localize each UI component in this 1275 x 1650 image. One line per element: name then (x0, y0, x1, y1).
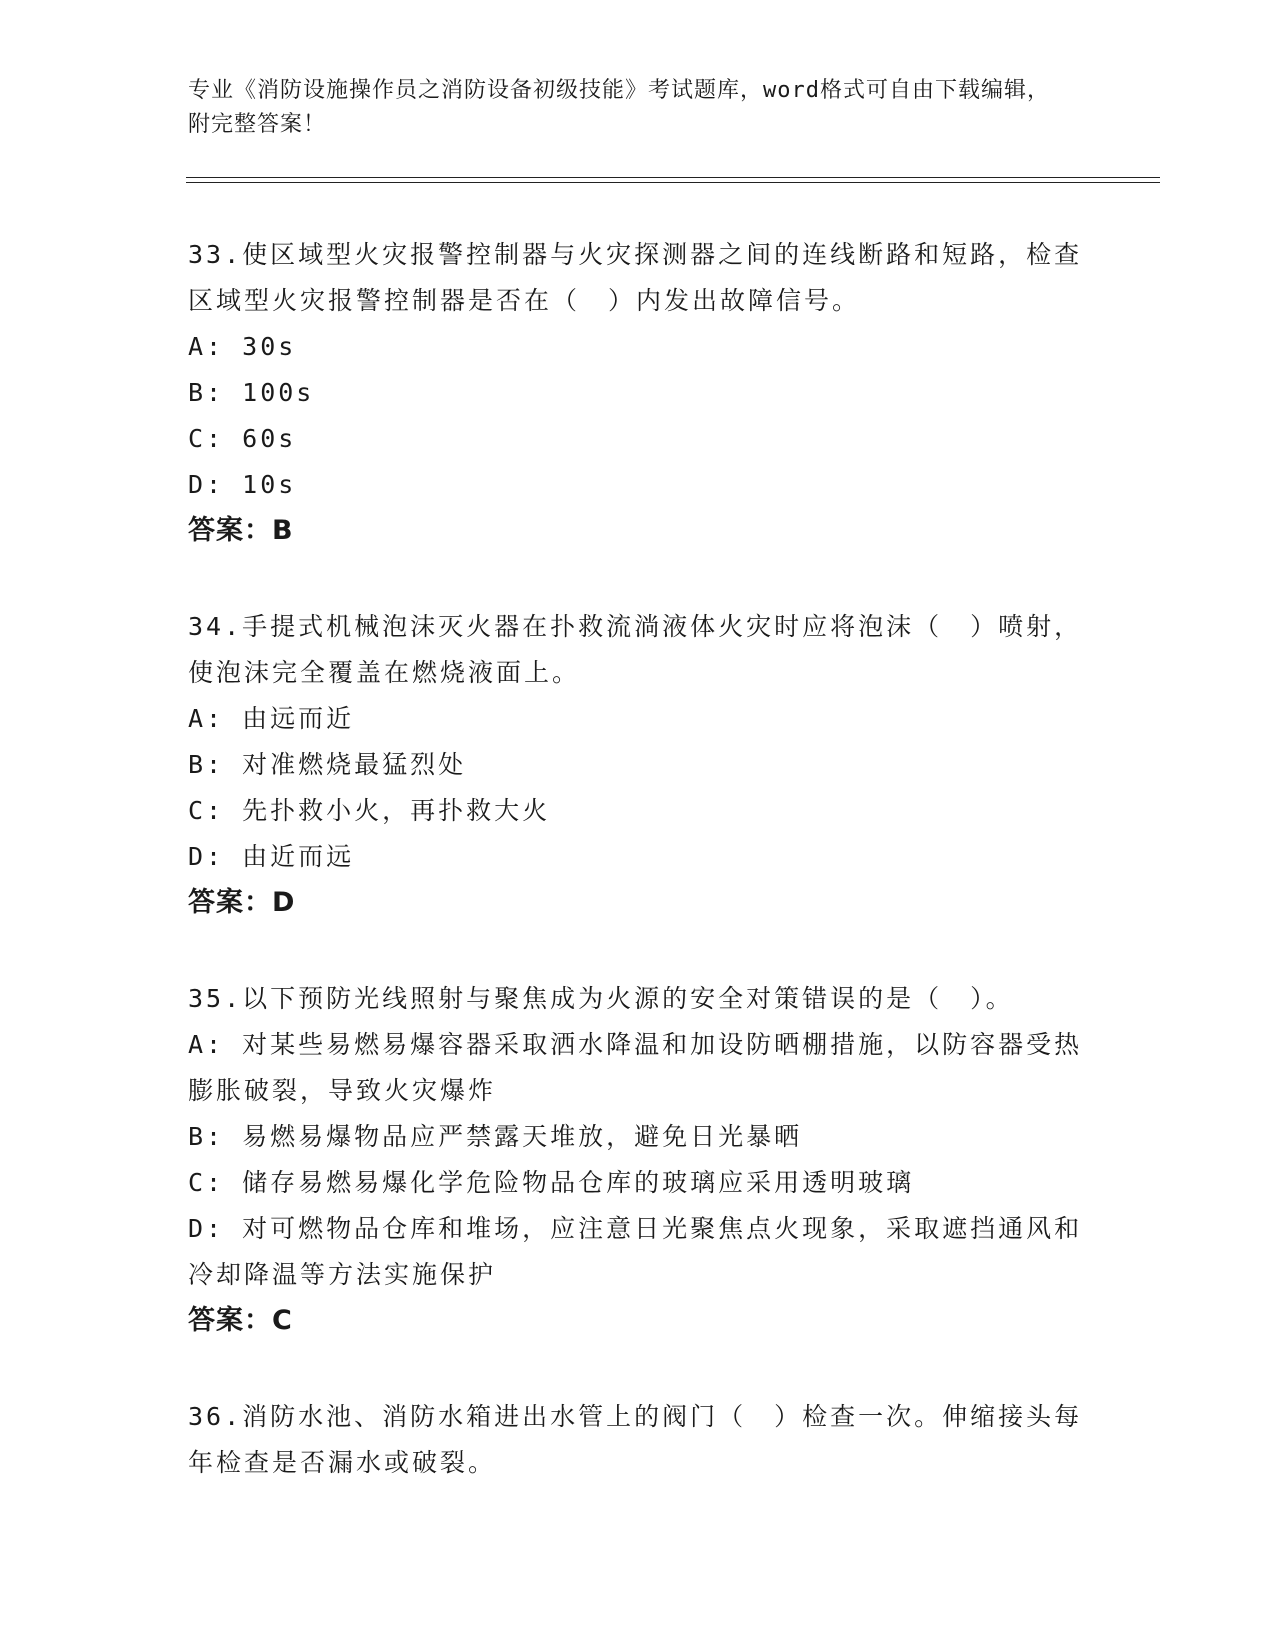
answer-line: 答案：B (188, 515, 294, 546)
header-divider-top (186, 177, 1160, 178)
question-text: 36.消防水池、消防水箱进出水管上的阀门（ ）检查一次。伸缩接头每年检查是否漏水或破裂。 (188, 1402, 1083, 1477)
document-header: 专业《消防设施操作员之消防设备初级技能》考试题库，word格式可自由下载编辑，附完整答案！ (188, 78, 1050, 137)
option-c: C: 储存易燃易爆化学危险物品仓库的玻璃应采用透明玻璃 (188, 1168, 915, 1197)
answer-line: 答案：C (188, 1305, 293, 1336)
option-a: A: 30s (188, 332, 297, 361)
option-d: D: 10s (188, 470, 297, 499)
option-b: B: 对准燃烧最猛烈处 (188, 750, 467, 779)
option-c: C: 60s (188, 424, 297, 453)
option-b: B: 100s (188, 378, 315, 407)
option-c: C: 先扑救小火，再扑救大火 (188, 796, 551, 825)
option-d: D: 由近而远 (188, 842, 355, 871)
question-36 (188, 1394, 1088, 1486)
question-text: 33.使区域型火灾报警控制器与火灾探测器之间的连线断路和短路，检查区域型火灾报警控制器是否在（ ）内发出故障信号。 (188, 240, 1083, 315)
option-d: D: 对可燃物品仓库和堆场，应注意日光聚焦点火现象，采取遮挡通风和冷却降温等方法实施保护 (188, 1214, 1083, 1289)
question-33 (188, 232, 1088, 554)
question-list (188, 232, 1088, 1536)
option-b: B: 易燃易爆物品应严禁露天堆放，避免日光暴晒 (188, 1122, 803, 1151)
question-text: 34.手提式机械泡沫灭火器在扑救流淌液体火灾时应将泡沫（ ）喷射，使泡沫完全覆盖在燃烧液面上。 (188, 612, 1083, 687)
answer-line: 答案：D (188, 887, 296, 918)
header-divider-bottom (186, 182, 1160, 183)
question-text: 35.以下预防光线照射与聚焦成为火源的安全对策错误的是（ ）。 (188, 984, 1014, 1013)
question-35 (188, 976, 1088, 1344)
option-a: A: 对某些易燃易爆容器采取洒水降温和加设防晒棚措施，以防容器受热膨胀破裂，导致火灾爆炸 (188, 1030, 1083, 1105)
question-34 (188, 604, 1088, 926)
option-a: A: 由远而近 (188, 704, 355, 733)
